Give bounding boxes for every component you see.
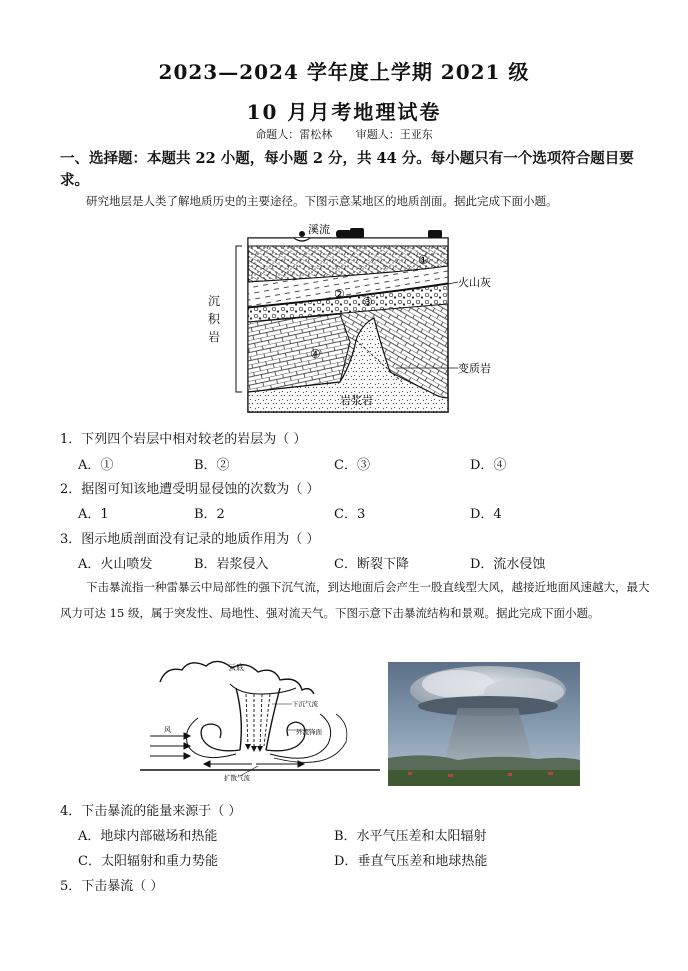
downburst-photo <box>388 662 580 786</box>
label-wind: 风 <box>164 726 171 734</box>
question-5 <box>60 875 163 894</box>
question-stem: 图示地质剖面没有记录的地质作用为（ ） <box>81 532 320 547</box>
label-cloud-base: 云底 <box>228 663 244 672</box>
authors-line <box>0 126 688 142</box>
label-magmatic-rock: 岩浆岩 <box>340 394 373 407</box>
q4-option-a: A．地球内部磁场和热能 <box>78 829 218 844</box>
q3-option-b: B．岩浆侵入 <box>194 557 269 572</box>
exam-title-line1: 2023—2024 学年度上学期 2021 级 <box>158 60 530 84</box>
label-downdraft: 下沉气流 <box>292 700 318 708</box>
question-stem: 据图可知该地遭受明显侵蚀的次数为（ ） <box>81 482 320 497</box>
geology-cross-section-figure <box>190 222 510 418</box>
downburst-structure-diagram <box>140 658 380 782</box>
q4-option-c: C．太阳辐射和重力势能 <box>78 854 218 869</box>
question-number: 5． <box>60 879 82 894</box>
q1-option-a: A．① <box>78 458 114 473</box>
q1-option-d: D．④ <box>470 458 507 473</box>
label-layer-1: ① <box>418 253 429 267</box>
setter: 命题人：雷松林 <box>255 128 333 141</box>
q4-option-d: D．垂直气压差和地球热能 <box>334 854 488 869</box>
q2-option-d: D．4 <box>470 507 502 522</box>
label-stream: 溪流 <box>308 223 330 236</box>
question-stem: 下击暴流的能量来源于（ ） <box>81 804 242 819</box>
label-layer-3: ③ <box>362 295 373 309</box>
q2-option-a: A．1 <box>78 507 109 522</box>
question-number: 2． <box>60 482 82 497</box>
q3-option-d: D．流水侵蚀 <box>470 557 546 572</box>
reviewer: 审题人：王亚东 <box>355 128 433 141</box>
intro-paragraph-1: 研究地层是人类了解地质历史的主要途径。下图示意某地区的地质剖面。据此完成下面小题。 <box>86 194 558 208</box>
q1-option-c: C．③ <box>334 458 370 473</box>
question-stem: 下列四个岩层中相对较老的岩层为（ ） <box>81 432 307 447</box>
question-1 <box>60 428 306 447</box>
question-number: 3． <box>60 532 82 547</box>
question-number: 1． <box>60 432 82 447</box>
intro-paragraph-2: 下击暴流指一种雷暴云中局部性的强下沉气流，到达地面后会产生一股直线型大风，越接近地面风速越大，最大风力可达 15 级，属于突发性、局地性、强对流天气。下图示意下击暴流结构和景观。据此完成下面小题。 <box>60 580 650 620</box>
question-3 <box>60 528 319 547</box>
question-number: 4． <box>60 804 82 819</box>
question-2 <box>60 478 319 497</box>
section-heading: 一、选择题：本题共 22 小题，每小题 2 分，共 44 分。每小题只有一个选项符合题目要求。 <box>60 150 634 189</box>
question-stem: 下击暴流（ ） <box>81 879 164 894</box>
q3-option-a: A．火山喷发 <box>78 557 153 572</box>
q1-option-b: B．② <box>194 458 230 473</box>
label-layer-2: ② <box>334 287 345 301</box>
q3-option-c: C．断裂下降 <box>334 557 409 572</box>
label-sedimentary-rock: 沉积岩 <box>207 294 220 344</box>
label-volcanic-ash: 火山灰 <box>458 276 491 289</box>
label-metamorphic-rock: 变质岩 <box>458 362 491 375</box>
label-outflow-front: 外流锋面 <box>296 728 322 736</box>
label-spreading-flow: 扩散气流 <box>224 774 250 782</box>
question-4 <box>60 800 241 819</box>
q2-option-c: C．3 <box>334 507 366 522</box>
q2-option-b: B．2 <box>194 507 225 522</box>
exam-title-line2: 10 月月考地理试卷 <box>246 100 442 124</box>
label-layer-4: ④ <box>310 347 321 361</box>
q4-option-b: B．水平气压差和太阳辐射 <box>334 829 487 844</box>
